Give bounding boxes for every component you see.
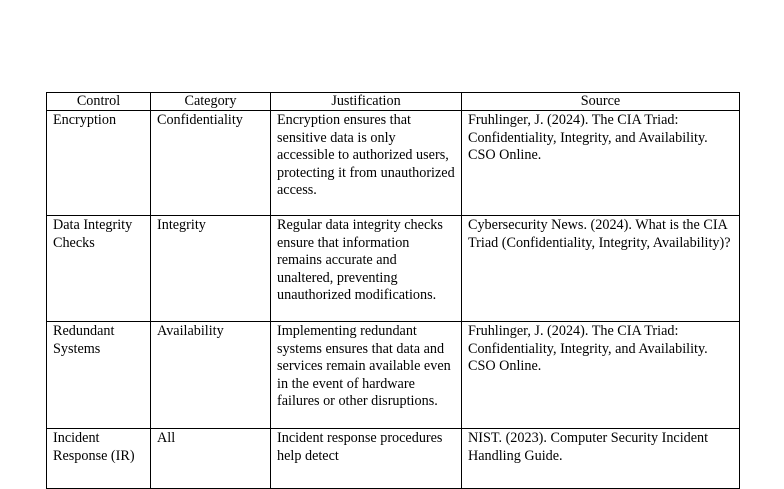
cell-justification: Implementing redundant systems ensures that data and services remain available even in the event of hardware failures or other disruptions. xyxy=(271,322,462,429)
table-row xyxy=(47,322,740,429)
cell-source: Fruhlinger, J. (2024). The CIA Triad: Confidentiality, Integrity, and Availability. CSO Online. xyxy=(462,322,740,429)
header-category: Category xyxy=(151,93,271,111)
table-header-row xyxy=(47,93,740,111)
table-row xyxy=(47,111,740,216)
header-source: Source xyxy=(462,93,740,111)
cell-category: Integrity xyxy=(151,216,271,322)
header-justification: Justification xyxy=(271,93,462,111)
security-controls-table xyxy=(46,92,740,489)
cell-control: Incident Response (IR) xyxy=(47,429,151,489)
cell-category: Availability xyxy=(151,322,271,429)
cell-category: All xyxy=(151,429,271,489)
cell-justification: Encryption ensures that sensitive data is only accessible to authorized users, protecting it from unauthorized access. xyxy=(271,111,462,216)
cell-control: Data Integrity Checks xyxy=(47,216,151,322)
cell-control: Redundant Systems xyxy=(47,322,151,429)
cell-source: Fruhlinger, J. (2024). The CIA Triad: Confidentiality, Integrity, and Availability. CSO Online. xyxy=(462,111,740,216)
cell-control: Encryption xyxy=(47,111,151,216)
cell-justification: Regular data integrity checks ensure that information remains accurate and unaltered, preventing unauthorized modifications. xyxy=(271,216,462,322)
cell-justification: Incident response procedures help detect xyxy=(271,429,462,489)
cell-category: Confidentiality xyxy=(151,111,271,216)
cell-source: NIST. (2023). Computer Security Incident Handling Guide. xyxy=(462,429,740,489)
table-row xyxy=(47,216,740,322)
header-control: Control xyxy=(47,93,151,111)
cell-source: Cybersecurity News. (2024). What is the CIA Triad (Confidentiality, Integrity, Availability)? xyxy=(462,216,740,322)
table-row xyxy=(47,429,740,489)
